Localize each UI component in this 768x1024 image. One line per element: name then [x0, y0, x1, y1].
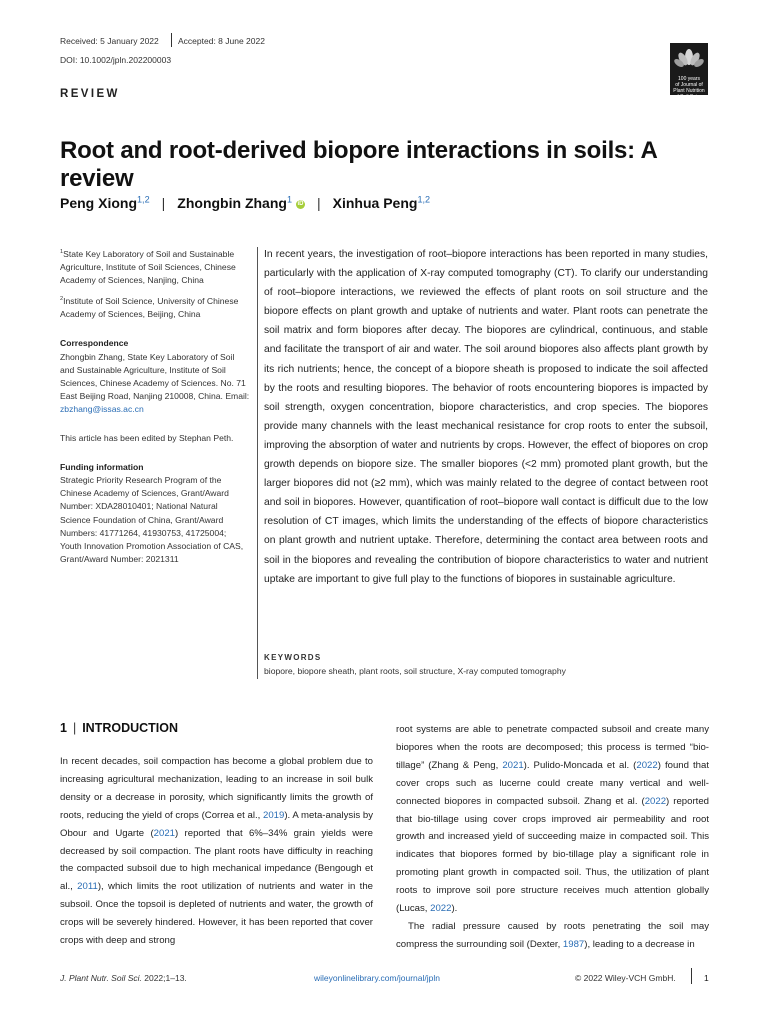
affiliation-text: Institute of Soil Science, University of Chinese Academy of Sciences, Beijing, China	[60, 296, 239, 320]
affiliation-number: 2	[60, 296, 64, 303]
author-name[interactable]: Peng Xiong	[60, 195, 137, 211]
correspondence-block	[60, 351, 250, 416]
affiliation-1	[60, 248, 250, 287]
journal-anniversary-logo	[670, 43, 708, 100]
body-text-run: ) reported that bio-tillage using cover crops improved air permeability and root growth and increased yield of succeeding maize in compacted soil. This indicates that biopores formed by bio-tillage play a significant role in promoting plant growth in compacted soil. Thus, the utilization of plant roots to improve soil pore structure receives much attention globally (Lucas,	[396, 795, 709, 915]
funding-text: Strategic Priority Research Program of the Chinese Academy of Sciences, Grant/Award Number: XDA28010401; National Natural Science Foundation of China, Grant/Award Numbers: 41771264, 41930753, 41725004; Youth Innovation Promotion Association of CAS, Grant/Award Number: 2021311	[60, 475, 244, 564]
citation-link[interactable]: 2022	[644, 795, 667, 807]
author-affiliation-marker[interactable]: 1,2	[137, 194, 150, 205]
author-affiliation-marker[interactable]: 1,2	[417, 194, 431, 205]
body-paragraph	[396, 721, 709, 918]
body-text-run: In recent decades, soil compaction has become a global problem due to increasing agricultural mechanization, leading to an increase in soil bulk density or a decrease in porosity, which significantly limits the growth of roots, reducing the yield of crops (Correa et al.,	[60, 756, 373, 821]
author-name[interactable]: Xinhua Peng	[332, 195, 418, 211]
section-number: 1	[60, 721, 67, 735]
funding-heading: Funding information	[60, 462, 144, 473]
section-title: INTRODUCTION	[82, 721, 179, 735]
email-label: Email:	[225, 390, 250, 401]
body-paragraph	[60, 753, 373, 950]
received-date: Received: 5 January 2022	[60, 36, 159, 46]
keywords-heading: KEYWORDS	[264, 653, 322, 662]
section-separator: |	[72, 721, 77, 735]
citation-info: 2022;1–13.	[141, 973, 187, 983]
citation-link[interactable]: 2011	[77, 881, 98, 893]
copyright-notice: © 2022 Wiley-VCH GmbH.	[575, 973, 676, 983]
affiliation-2	[60, 295, 250, 321]
body-text-run: ). Pulido-Moncada et al. (	[523, 759, 637, 771]
body-text-run: ).	[451, 903, 458, 915]
keywords-list: biopore, biopore sheath, plant roots, soil structure, X-ray computed tomography	[264, 666, 566, 676]
author-name[interactable]: Zhongbin Zhang	[177, 195, 287, 211]
citation-link[interactable]: 2021	[502, 759, 524, 771]
article-type-label: REVIEW	[60, 88, 120, 100]
citation-link[interactable]: 2019	[263, 809, 285, 821]
edited-by-note: This article has been edited by Stephan Peth.	[60, 433, 234, 444]
body-text-run: The radial pressure caused by roots penetrating the soil may compress the surrounding soil (Dexter,	[396, 920, 709, 950]
citation-link[interactable]: 2022	[430, 903, 452, 915]
logo-text-line3: and Soil Science	[670, 94, 708, 100]
accepted-date: Accepted: 8 June 2022	[178, 36, 265, 46]
author-list	[60, 195, 430, 211]
abstract-text: In recent years, the investigation of root–biopore interactions has been reported in many studies, particularly with the application of X-ray computed tomography (CT). To clarify our understanding of root–biopore interactions, we reviewed the effects of plant roots on soil structure and the biopore effects on plant growth and uptake of nutrients and water. Plant roots can penetrate the soil matrix and form biopores after decay. The biopores are cylindrical, continuous, and stable and facilitate the transport of air and water. The soil around biopores also affects plant growth by its rich nutrients; hence, the concept of a biopore sheath is proposed to indicate the soil affected by the roots and resulting biopores. The behavior of roots encountering biopores is impacted by soil strength, oxygen concentration, biopore characteristics, and crop species. The biopores provide many channels with the least mechanical resistance for crop roots to enter the subsoil, improving the absorption of water and nutrients by crops. However, the effect of biopores on crop growth depends on biopore size. The smaller biopores (<2 mm) promoted plant growth, but the larger biopores did not (≥2 mm), which was mainly related to the degree of contact between root and soil in biopores. However, quantification of root–biopore wall contact is difficult due to the low resolution of CT images, which limits the understanding of the effects of biopore characteristics on plant growth and nutrient uptake. Therefore, determining the contact area between roots and soil in the biopores and revealing the contribution of biopore characteristics to water and nutrient uptake are important to give full play to the functions of biopores in sustainable agriculture.	[264, 249, 708, 585]
affiliation-number: 1	[60, 249, 64, 256]
journal-name: J. Plant Nutr. Soil Sci.	[60, 973, 142, 983]
plant-emblem-icon	[670, 43, 708, 75]
correspondence-heading: Correspondence	[60, 338, 129, 349]
citation-link[interactable]: 2021	[153, 827, 176, 839]
affiliation-text: State Key Laboratory of Soil and Sustainable Agriculture, Institute of Soil Sciences, Chinese Academy of Sciences, Nanjing, China	[60, 249, 236, 286]
author-separator: |	[161, 195, 166, 211]
body-column-right	[396, 721, 709, 954]
body-column-left	[60, 753, 373, 950]
orcid-icon[interactable]: iD	[297, 200, 304, 207]
footer-divider	[691, 968, 692, 984]
citation-link[interactable]: 2022	[636, 759, 658, 771]
correspondence-text: Zhongbin Zhang, State Key Laboratory of Soil and Sustainable Agriculture, Institute of Soil Sciences, Chinese Academy of Sciences. No. 71 East Beijing Road, Nanjing 210008, China.	[60, 351, 246, 401]
body-text-run: ). A meta-analysis by Obour and Ugarte (	[60, 809, 373, 839]
citation-link[interactable]: 1987	[562, 938, 585, 950]
section-heading	[60, 721, 178, 735]
body-paragraph	[396, 918, 709, 954]
body-text-run: root systems are able to penetrate compacted subsoil and create many biopores when the roots are decomposed; this process is termed “bio-tillage” (Zhang & Peng,	[396, 724, 709, 771]
doi-link[interactable]: DOI: 10.1002/jpln.202200003	[60, 55, 172, 65]
header-divider	[171, 33, 172, 47]
article-info-sidebar	[60, 248, 250, 574]
body-text-run: ) reported that 6%–34% grain yields were decreased by soil compaction. The plant roots have difficulty in reaching the compacted subsoil due to high mechanical impedance (Bengough et al.,	[60, 827, 373, 893]
body-text-run: ), leading to a decrease in	[584, 938, 695, 950]
journal-url-link[interactable]: wileyonlinelibrary.com/journal/jpln	[314, 973, 440, 983]
email-link[interactable]: zbzhang@issas.ac.cn	[60, 403, 144, 414]
journal-citation	[60, 973, 187, 983]
article-title: Root and root-derived biopore interactions in soils: A review	[60, 137, 657, 192]
logo-text-line2: of Journal of Plant Nutrition	[673, 82, 705, 94]
abstract-divider	[257, 247, 258, 679]
author-separator: |	[317, 195, 321, 211]
body-text-run: ), which limits the root utilization of nutrients and water in the subsoil. Once the topsoil is depleted of nutrients and water, the growth of crops will be severely hindered. However, it has been reported that cover crops with deep and strong	[60, 881, 373, 947]
body-text-run: ) found that cover crops such as lucerne could create many vertical and well-connected biopores in compacted subsoil. Zhang et al. (	[396, 759, 709, 807]
page-number: 1	[704, 973, 709, 983]
logo-text-line1: 100 years	[678, 76, 700, 82]
author-affiliation-marker[interactable]: 1	[286, 194, 292, 205]
